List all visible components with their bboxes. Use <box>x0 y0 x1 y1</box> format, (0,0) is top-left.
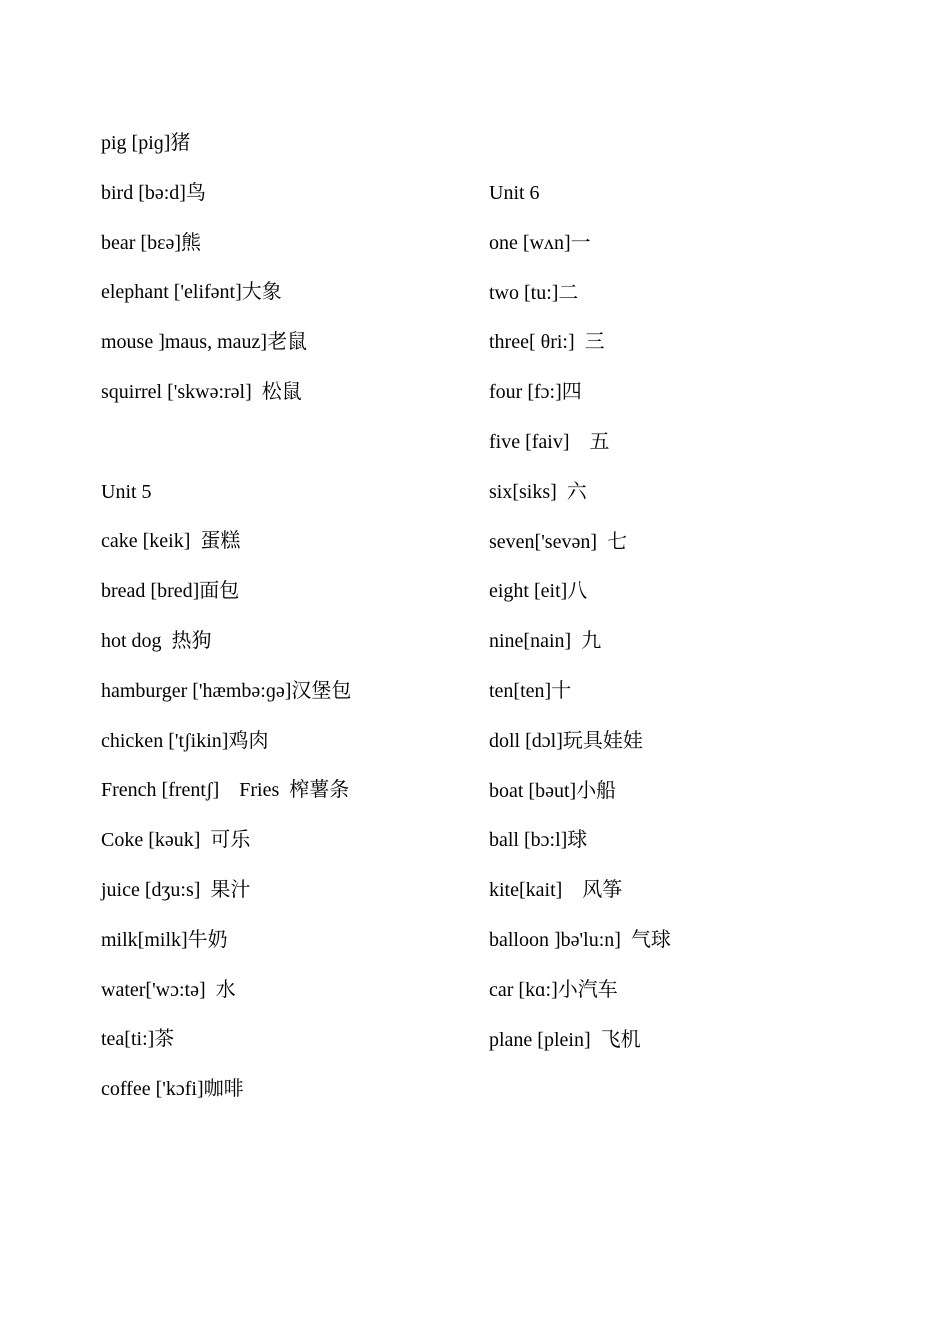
vocab-line: ball [bɔ:l]球 <box>489 829 588 852</box>
vocab-line: hamburger ['hæmbə:ɡə]汉堡包 <box>101 679 352 702</box>
vocab-line: boat [bəut]小船 <box>489 779 617 802</box>
vocab-line: five [faiv] 五 <box>489 430 610 453</box>
vocab-line: plane [plein] 飞机 <box>489 1028 641 1051</box>
vocab-line: bread [bred]面包 <box>101 580 240 603</box>
vocab-line: kite[kait] 风筝 <box>489 879 623 902</box>
vocab-line: four [fɔ:]四 <box>489 381 582 404</box>
vocab-line: coffee ['kɔfi]咖啡 <box>101 1078 244 1101</box>
vocab-line: pig [piɡ]猪 <box>101 132 191 154</box>
blank-line <box>101 427 461 477</box>
vocab-line: nine[nain] 九 <box>489 630 602 653</box>
vocab-line: Coke [kəuk] 可乐 <box>101 829 251 852</box>
vocab-line: cake [keik] 蛋糕 <box>101 530 241 553</box>
unit-heading: Unit 5 <box>101 480 152 503</box>
unit-heading: Unit 6 <box>489 182 540 204</box>
vocab-line: chicken ['tʃikin]鸡肉 <box>101 729 269 752</box>
vocab-line: elephant ['elifənt]大象 <box>101 281 282 304</box>
vocab-line: three[ θri:] 三 <box>489 331 605 354</box>
vocab-line: French [frentʃ] Fries 榨薯条 <box>101 779 350 802</box>
vocab-line: balloon ]bə'lu:n] 气球 <box>489 928 671 951</box>
vocab-line: milk[milk]牛奶 <box>101 928 228 951</box>
vocab-line: one [wʌn]一 <box>489 231 591 254</box>
vocab-line: doll [dɔl]玩具娃娃 <box>489 729 643 752</box>
vocabulary-column-right <box>489 178 869 1074</box>
vocab-line: six[siks] 六 <box>489 480 587 503</box>
vocab-line: juice [dʒu:s] 果汁 <box>101 878 251 901</box>
vocab-line: ten[ten]十 <box>489 679 572 702</box>
vocabulary-column-left <box>101 128 461 1124</box>
vocab-line: bird [bə:d]鸟 <box>101 181 206 204</box>
vocab-line: tea[ti:]茶 <box>101 1028 175 1051</box>
vocab-line: mouse ]maus, mauz]老鼠 <box>101 331 308 354</box>
vocab-line: squirrel ['skwə:rəl] 松鼠 <box>101 380 302 403</box>
vocab-line: bear [bεə]熊 <box>101 231 202 254</box>
vocab-line: two [tu:]二 <box>489 281 579 304</box>
vocab-line: seven['sevən] 七 <box>489 530 627 553</box>
vocab-line: eight [eit]八 <box>489 580 588 603</box>
vocab-line: car [kɑ:]小汽车 <box>489 978 618 1001</box>
vocab-line: hot dog 热狗 <box>101 629 212 652</box>
vocab-line: water['wɔ:tə] 水 <box>101 978 236 1001</box>
